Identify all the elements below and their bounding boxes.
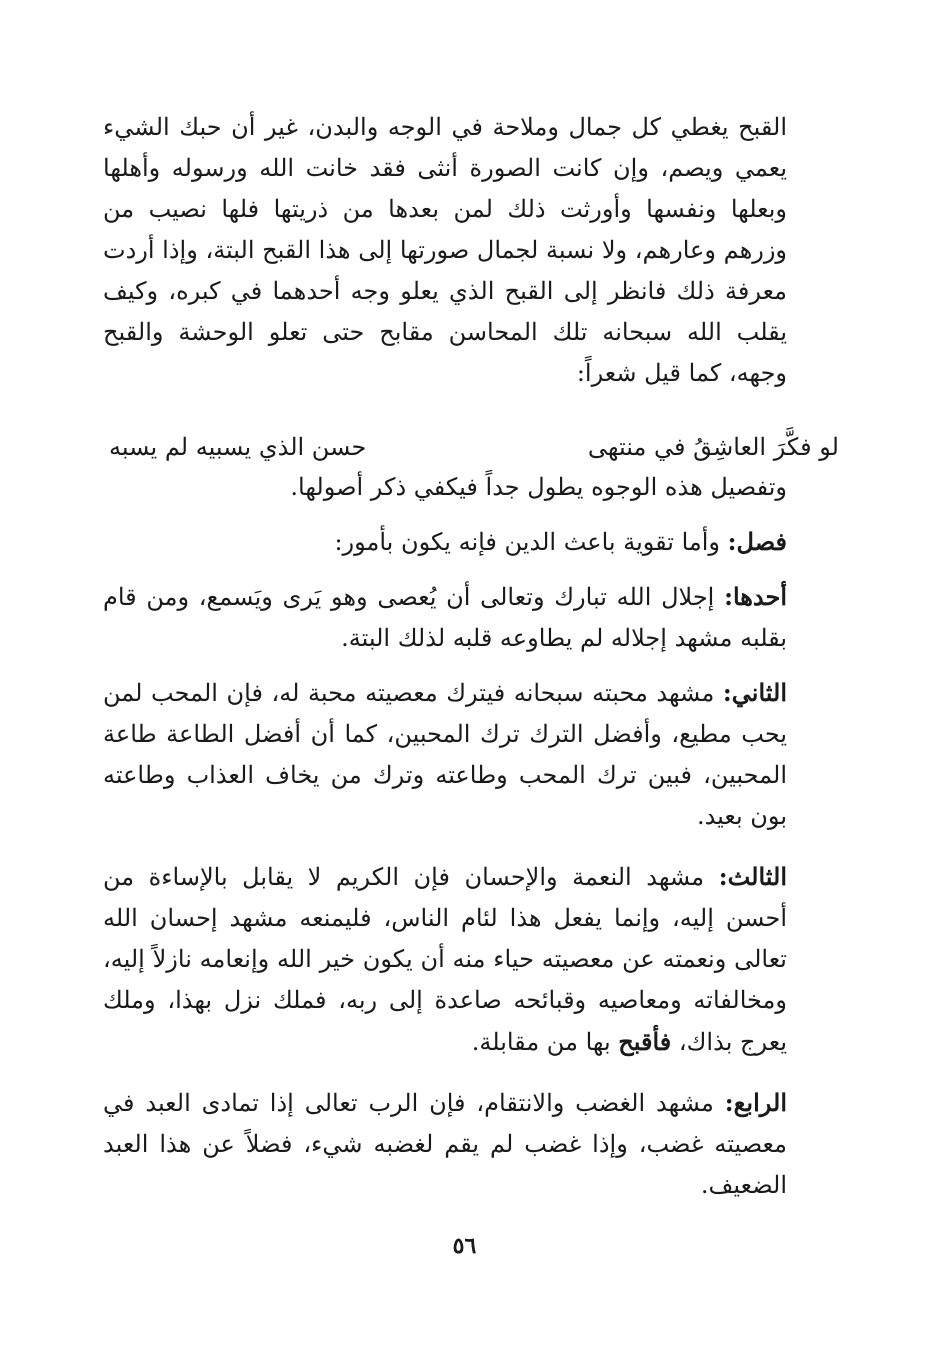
section-fasl bbox=[103, 521, 787, 563]
point-text: إجلال الله تبارك وتعالى أن يُعصى وهو يَرى ويَسمع، ومن قام بقلبه مشهد إجلاله لم يطاوعه قلبه لذلك البتة. bbox=[103, 583, 787, 652]
verse-second-hemistich: حسن الذي يسبيه لم يسبه bbox=[109, 433, 367, 461]
point-text: مشهد النعمة والإحسان فإن الكريم لا يقابل بالإساءة من أحسن إليه، وإنما يفعل هذا لئام الناس، فليمنعه مشهد إحسان الله تعالى ونعمته عن معصيته حياء منه أن يكون خير الله وإنعامه نازلاً إليه، ومخالفاته ومعاصيه وقبائحه صاعدة إلى ربه، فملك نزل بهذا، وملك يعرج بذاك، bbox=[103, 863, 787, 1056]
paragraph-text bbox=[103, 521, 787, 563]
paragraph-text bbox=[103, 1082, 787, 1206]
poetry-verse bbox=[109, 427, 839, 468]
point-fourth bbox=[103, 1082, 787, 1206]
point-third bbox=[103, 856, 787, 1063]
paragraph-text: وتفصيل هذه الوجوه يطول جداً فيكفي ذكر أصولها. bbox=[290, 473, 787, 501]
paragraph-text bbox=[103, 576, 787, 659]
point-label: الرابع: bbox=[724, 1088, 787, 1117]
point-text-tail: بها من مقابلة. bbox=[471, 1028, 611, 1056]
paragraph-text: القبح يغطي كل جمال وملاحة في الوجه والبدن، غير أن حبك الشيء يعمي ويصم، وإن كانت الصورة أنثى فقد خانت الله ورسوله وأهلها وبعلها ونفسها وأورثت ذلك لمن بعدها من ذريتها فلها نصيب من وزرهم وعارهم، ولا نسبة لجمال صورتها إلى هذا القبح البتة، وإذا أردت معرفة ذلك فانظر إلى القبح الذي يعلو وجه أحدهما في كبره، وكيف يقلب الله سبحانه تلك المحاسن مقابح حتى تعلو الوحشة والقبح وجهه، كما قيل شعراً: bbox=[103, 113, 787, 387]
emphasis-word: فأقبح bbox=[618, 1027, 672, 1056]
point-label: الثالث: bbox=[718, 862, 787, 891]
point-text: مشهد الغضب والانتقام، فإن الرب تعالى إذا تمادى العبد في معصيته غضب، وإذا غضب لم يقم لغضبه شيء، فضلاً عن هذا العبد الضعيف. bbox=[103, 1089, 787, 1199]
page-number: ٥٦ bbox=[452, 1233, 477, 1259]
paragraph-intro bbox=[103, 107, 787, 394]
paragraph-text bbox=[103, 856, 787, 1063]
verse-first-hemistich: لو فكَّرَ العاشِقُ في منتهى bbox=[587, 433, 839, 461]
paragraph-details bbox=[103, 467, 787, 508]
point-first bbox=[103, 576, 787, 659]
paragraph-text bbox=[103, 672, 787, 837]
point-label: الثاني: bbox=[722, 678, 787, 707]
point-text: مشهد محبته سبحانه فيترك معصيته محبة له، فإن المحب لمن يحب مطيع، وأفضل الترك ترك المحبين، كما أن أفضل الطاعة طاعة المحبين، فبين ترك المحب وطاعته وترك من يخاف العذاب وطاعته بون بعيد. bbox=[103, 679, 787, 830]
point-label: أحدها: bbox=[724, 582, 788, 611]
section-text: وأما تقوية باعث الدين فإنه يكون بأمور: bbox=[334, 528, 721, 556]
section-heading: فصل: bbox=[727, 527, 787, 556]
point-second bbox=[103, 672, 787, 837]
